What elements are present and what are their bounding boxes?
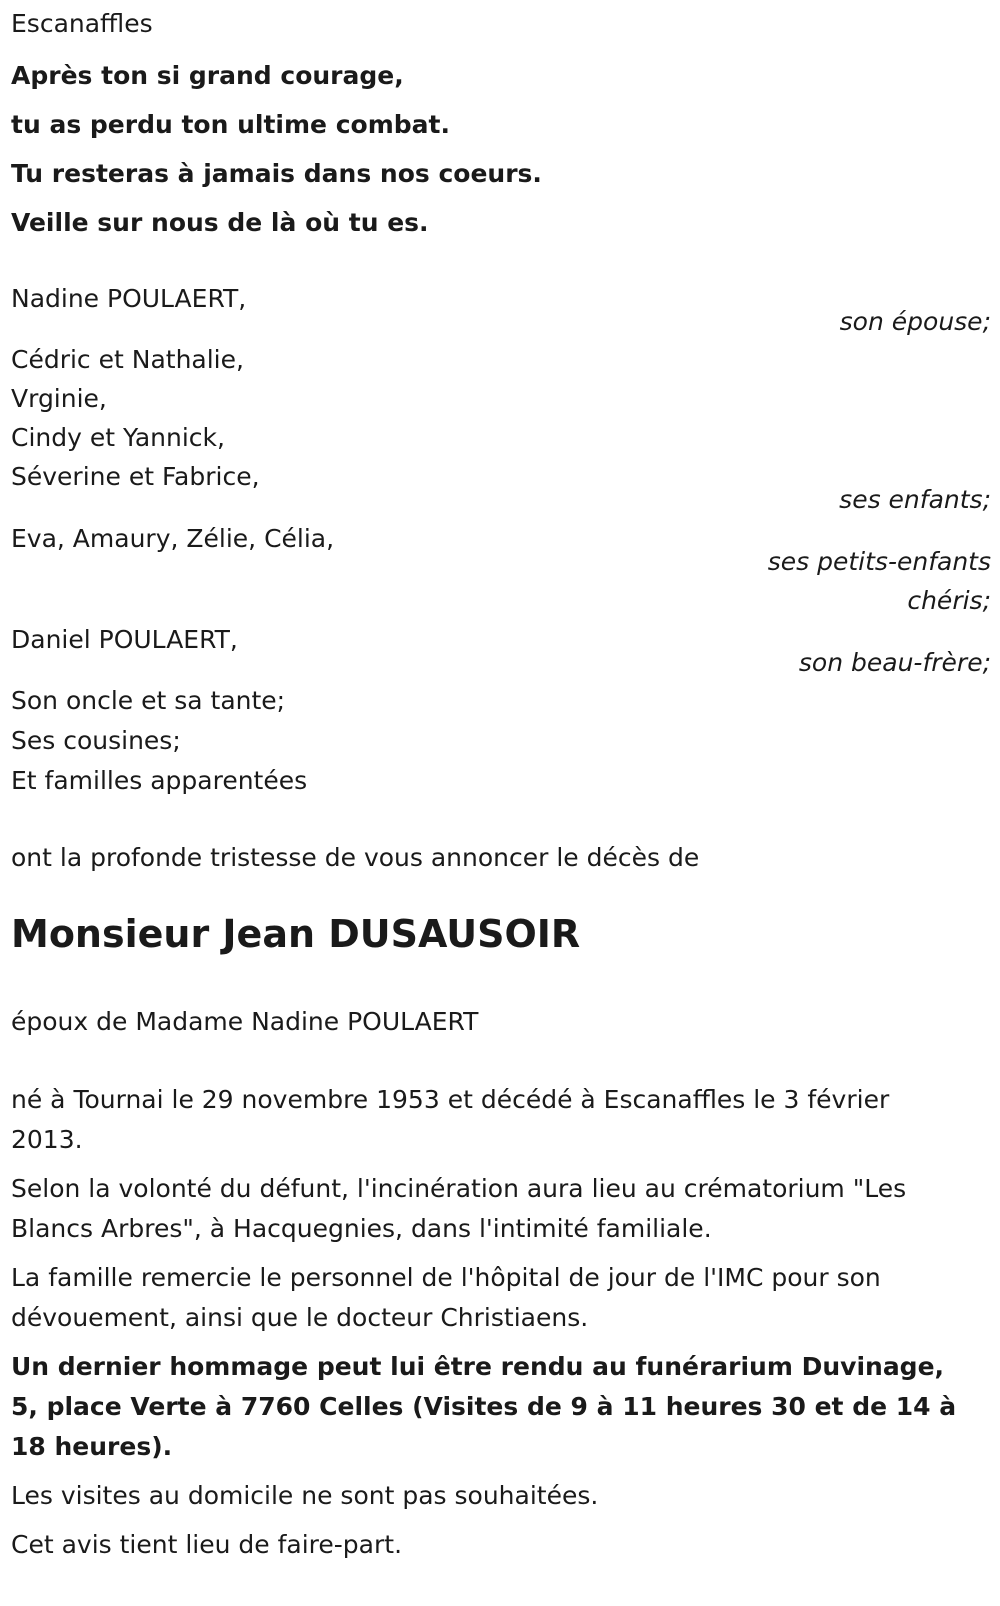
child-entry: Vrginie, bbox=[11, 384, 107, 413]
child-entry: Séverine et Fabrice, bbox=[11, 462, 260, 491]
details-block bbox=[11, 1080, 961, 1565]
birth-death-paragraph: né à Tournai le 29 novembre 1953 et décédé à Escanaffles le 3 février 2013. bbox=[11, 1085, 890, 1154]
grandchildren-names: Eva, Amaury, Zélie, Célia, bbox=[11, 524, 335, 553]
poem-line: tu as perdu ton ultime combat. bbox=[11, 110, 450, 139]
grandchildren-role-line-2: chéris; bbox=[907, 586, 991, 615]
grandchildren-role-line-1: ses petits-enfants bbox=[767, 547, 991, 576]
thanks-paragraph: La famille remercie le personnel de l'hôpital de jour de l'IMC pour son dévouement, ainsi que le docteur Christiaens. bbox=[11, 1263, 881, 1332]
tribute-paragraph: Un dernier hommage peut lui être rendu au funérarium Duvinage, 5, place Verte à 7760 Celles (Visites de 9 à 11 heures 30 et de 14 à 18 heures). bbox=[11, 1352, 957, 1461]
location: Escanaffles bbox=[11, 9, 153, 38]
brother-in-law-name: Daniel POULAERT, bbox=[11, 625, 238, 654]
children-list bbox=[11, 340, 991, 497]
announcement-text: ont la profonde tristesse de vous annoncer le décès de bbox=[11, 843, 700, 872]
child-entry: Cédric et Nathalie, bbox=[11, 345, 244, 374]
wife-name: Nadine POULAERT, bbox=[11, 284, 247, 313]
no-home-visits-paragraph: Les visites au domicile ne sont pas souhaitées. bbox=[11, 1481, 599, 1510]
relative-entry: Ses cousines; bbox=[11, 726, 181, 755]
poem-line: Veille sur nous de là où tu es. bbox=[11, 208, 429, 237]
other-relatives bbox=[11, 681, 307, 801]
poem-line: Après ton si grand courage, bbox=[11, 61, 404, 90]
cremation-paragraph: Selon la volonté du défunt, l'incinération aura lieu au crématorium "Les Blancs Arbres", à Hacquegnies, dans l'intimité familiale. bbox=[11, 1174, 907, 1243]
relative-entry: Et familles apparentées bbox=[11, 766, 308, 795]
notice-paragraph: Cet avis tient lieu de faire-part. bbox=[11, 1530, 403, 1559]
wife-role: son épouse; bbox=[839, 307, 991, 336]
deceased-name: Monsieur Jean DUSAUSOIR bbox=[11, 912, 581, 956]
spouse-line: époux de Madame Nadine POULAERT bbox=[11, 1007, 479, 1036]
poem bbox=[11, 54, 542, 250]
child-entry: Cindy et Yannick, bbox=[11, 423, 225, 452]
poem-line: Tu resteras à jamais dans nos coeurs. bbox=[11, 159, 542, 188]
relative-entry: Son oncle et sa tante; bbox=[11, 686, 286, 715]
children-role: ses enfants; bbox=[839, 485, 991, 514]
brother-in-law-role: son beau-frère; bbox=[798, 648, 991, 677]
